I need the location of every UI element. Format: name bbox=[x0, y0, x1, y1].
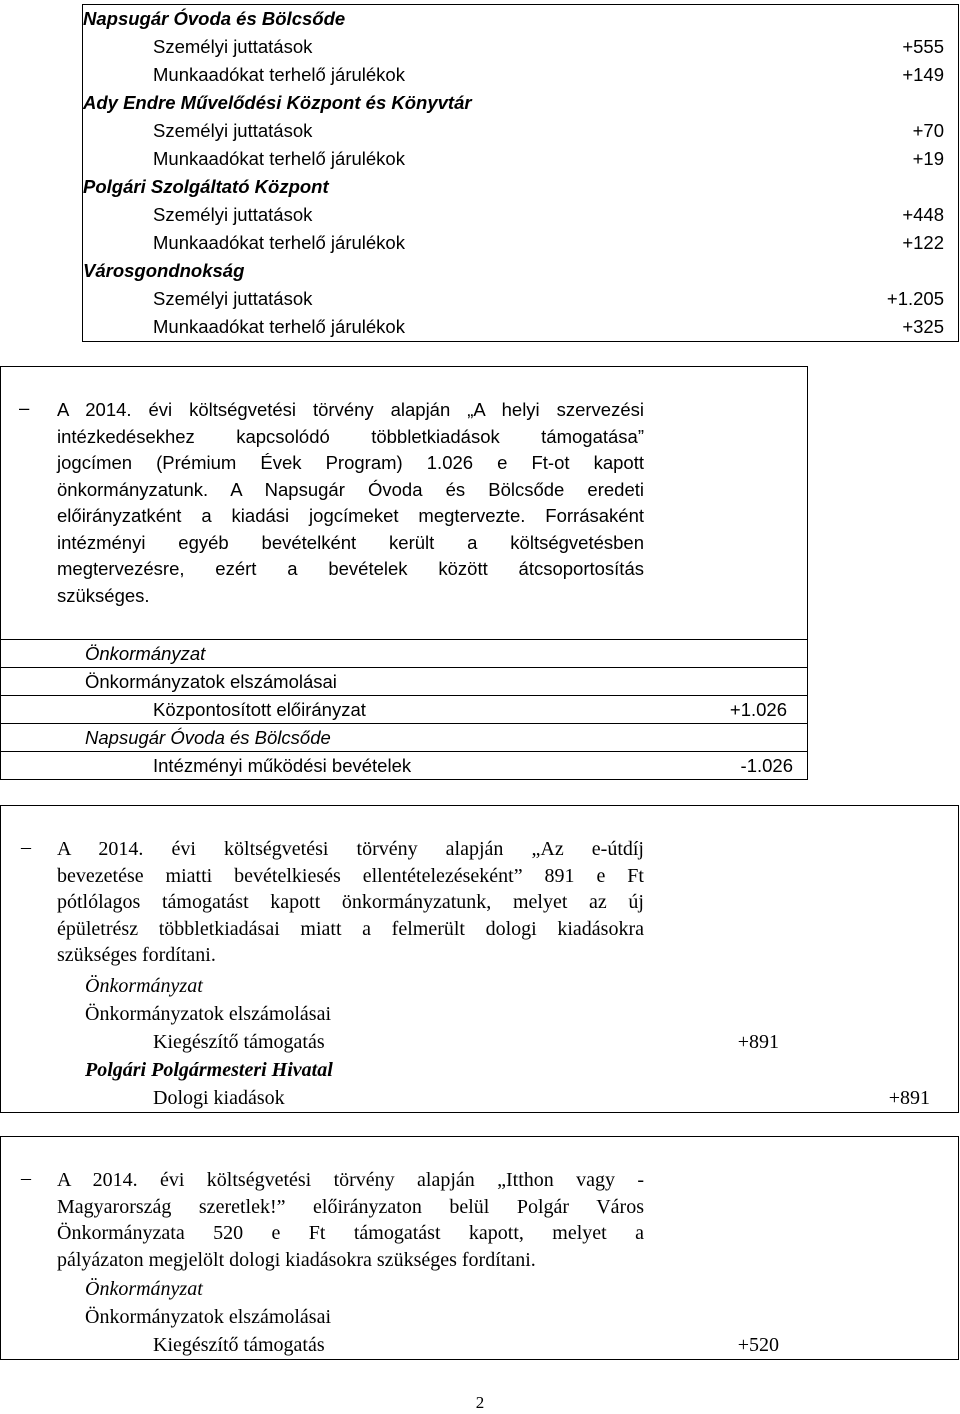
line-item: Munkaadókat terhelő járulékok +122 bbox=[153, 232, 944, 253]
section-e-toll bbox=[0, 805, 959, 1113]
section-itthon-vagy bbox=[0, 1136, 959, 1360]
paragraph-line: A 2014. évi költségvetési törvény alapján „A helyi szervezési bbox=[57, 399, 644, 420]
line-item: Személyi juttatások +1.205 bbox=[153, 288, 944, 309]
paragraph-line: megtervezésre, ezért a bevételek között átcsoportosítás bbox=[57, 558, 644, 579]
group-heading: Napsugár Óvoda és Bölcsőde bbox=[83, 8, 346, 29]
paragraph-line: előirányzatként a kiadási jogcímeket megtervezte. Forrásaként bbox=[57, 505, 644, 526]
section-premium-program bbox=[0, 366, 808, 780]
bullet-dash: – bbox=[21, 1167, 31, 1189]
line-item: Kiegészítő támogatás +520 bbox=[153, 1334, 779, 1356]
paragraph-line: A 2014. évi költségvetési törvény alapján „Az e-útdíj bbox=[57, 838, 644, 860]
paragraph-line: A 2014. évi költségvetési törvény alapján „Itthon vagy - bbox=[57, 1169, 644, 1191]
paragraph-line: jogcímen (Prémium Évek Program) 1.026 e Ft-ot kapott bbox=[57, 452, 644, 473]
paragraph bbox=[57, 836, 644, 969]
group-heading: Napsugár Óvoda és Bölcsőde bbox=[85, 727, 331, 748]
line-item: Munkaadókat terhelő járulékok +325 bbox=[153, 316, 944, 337]
line-item: Kiegészítő támogatás +891 bbox=[153, 1031, 779, 1053]
paragraph-line: önkormányzatunk. A Napsugár Óvoda és Bölcsőde eredeti bbox=[57, 478, 644, 500]
paragraph bbox=[57, 397, 644, 609]
section-budget-changes bbox=[82, 4, 959, 342]
paragraph-line: bevezetése miatti bevételkiesés ellentételezéseként” 891 e Ft bbox=[57, 864, 644, 887]
group-heading: Önkormányzat bbox=[85, 975, 203, 997]
paragraph-line: szükséges. bbox=[57, 584, 150, 606]
paragraph-line: Önkormányzata 520 e Ft támogatást kapott, melyet a bbox=[57, 1222, 644, 1244]
paragraph-line: szükséges fordítani. bbox=[57, 944, 216, 966]
page-number: 2 bbox=[475, 1393, 485, 1412]
bullet-dash: – bbox=[21, 836, 31, 858]
paragraph-line: intézményi egyéb bevételként került a költségvetésben bbox=[57, 531, 644, 553]
paragraph-line: pályázaton megjelölt dologi kiadásokra szükséges fordítani. bbox=[57, 1248, 536, 1271]
paragraph bbox=[57, 1167, 644, 1273]
line-item: Intézményi működési bevételek -1.026 bbox=[153, 755, 793, 776]
line-item: Munkaadókat terhelő járulékok +149 bbox=[153, 64, 944, 85]
group-heading: Önkormányzat bbox=[85, 1278, 203, 1300]
group-heading: Ady Endre Művelődési Központ és Könyvtár bbox=[83, 92, 472, 113]
bullet-dash: – bbox=[19, 397, 30, 418]
sub-heading: Önkormányzatok elszámolásai bbox=[85, 1306, 332, 1328]
line-item: Munkaadókat terhelő járulékok +19 bbox=[153, 148, 944, 169]
sub-heading: Önkormányzatok elszámolásai bbox=[85, 671, 337, 692]
group-heading: Önkormányzat bbox=[85, 643, 206, 664]
group-heading: Városgondnokság bbox=[83, 260, 245, 281]
paragraph-line: pótlólagos támogatást kapott önkormányzatunk, melyet az új bbox=[57, 891, 644, 913]
group-heading: Polgári Szolgáltató Központ bbox=[83, 176, 329, 197]
sub-heading: Önkormányzatok elszámolásai bbox=[85, 1003, 332, 1025]
line-item: Központosított előirányzat +1.026 bbox=[153, 699, 787, 720]
paragraph-line: Magyarország szeretlek!” előirányzaton belül Polgár Város bbox=[57, 1195, 644, 1218]
paragraph-line: épületrész többletkiadásai miatt a felmerült dologi kiadásokra bbox=[57, 917, 644, 940]
line-item: Személyi juttatások +448 bbox=[153, 204, 944, 225]
paragraph-line: intézkedésekhez kapcsolódó többletkiadások támogatása” bbox=[57, 425, 644, 447]
group-heading: Polgári Polgármesteri Hivatal bbox=[85, 1059, 333, 1081]
line-item: Dologi kiadások +891 bbox=[153, 1087, 930, 1109]
line-item: Személyi juttatások +70 bbox=[153, 120, 944, 141]
line-item: Személyi juttatások +555 bbox=[153, 36, 944, 57]
